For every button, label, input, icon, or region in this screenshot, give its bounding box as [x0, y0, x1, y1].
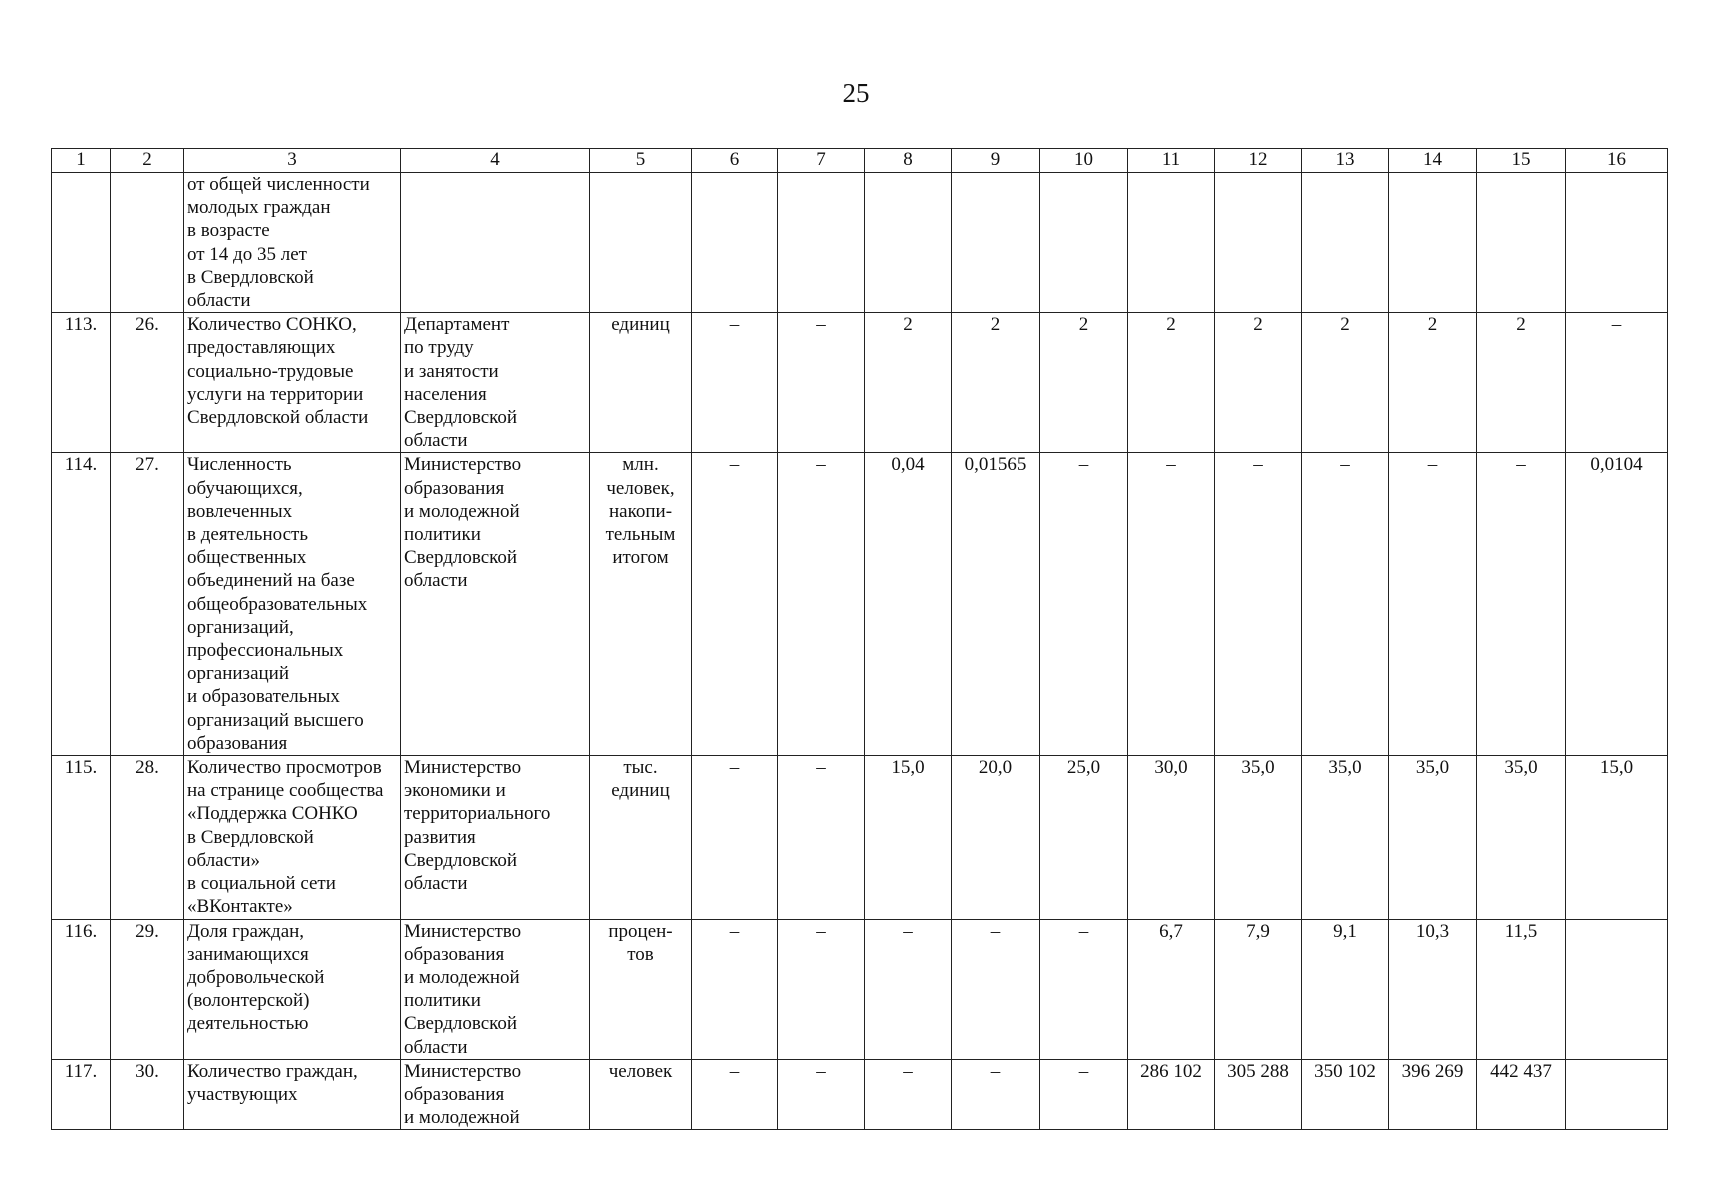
- value-cell: 286 102: [1128, 1059, 1215, 1130]
- responsible-cell: Министерство экономики и территориального развития Свердловской области: [401, 756, 590, 919]
- unit-cell: человек: [590, 1059, 692, 1130]
- value-cell: –: [952, 1059, 1040, 1130]
- column-header: 15: [1477, 149, 1566, 173]
- sub-number-cell: 27.: [111, 453, 184, 756]
- value-cell: 0,0104: [1566, 453, 1668, 756]
- indicator-cell: Количество граждан, участвующих: [184, 1059, 401, 1130]
- responsible-cell: Министерство образования и молодежной политики Свердловской области: [401, 453, 590, 756]
- value-cell: 25,0: [1040, 756, 1128, 919]
- table-row: [52, 756, 1668, 919]
- row-number-cell: 113.: [52, 313, 111, 453]
- column-header: 1: [52, 149, 111, 173]
- column-header: 2: [111, 149, 184, 173]
- responsible-cell: Министерство образования и молодежной политики Свердловской области: [401, 919, 590, 1059]
- row-number-cell: 114.: [52, 453, 111, 756]
- value-cell: 2: [1477, 313, 1566, 453]
- column-header: 9: [952, 149, 1040, 173]
- table-row: [52, 1059, 1668, 1130]
- value-cell: 0,01565: [952, 453, 1040, 756]
- value-cell: 35,0: [1389, 756, 1477, 919]
- value-cell: 2: [1302, 313, 1389, 453]
- value-cell: 2: [1389, 313, 1477, 453]
- responsible-cell: Департамент по труду и занятости населения Свердловской области: [401, 313, 590, 453]
- value-cell: –: [778, 313, 865, 453]
- sub-number-cell: 26.: [111, 313, 184, 453]
- table-row: [52, 919, 1668, 1059]
- value-cell: 305 288: [1215, 1059, 1302, 1130]
- value-cell: –: [778, 453, 865, 756]
- value-cell: 6,7: [1128, 919, 1215, 1059]
- value-cell: 20,0: [952, 756, 1040, 919]
- column-header: 12: [1215, 149, 1302, 173]
- indicator-cell: Доля граждан, занимающихся добровольческой (волонтерской) деятельностью: [184, 919, 401, 1059]
- value-cell: 35,0: [1302, 756, 1389, 919]
- column-header: 3: [184, 149, 401, 173]
- column-header: 4: [401, 149, 590, 173]
- indicator-cell: от общей численности молодых граждан в возрасте от 14 до 35 лет в Свердловской области: [184, 173, 401, 313]
- value-cell: 9,1: [1302, 919, 1389, 1059]
- value-cell: –: [1040, 453, 1128, 756]
- value-cell: –: [1040, 1059, 1128, 1130]
- value-cell: –: [692, 1059, 778, 1130]
- value-cell: –: [692, 756, 778, 919]
- value-cell: 442 437: [1477, 1059, 1566, 1130]
- indicator-cell: Численность обучающихся, вовлеченных в деятельность общественных объединений на базе общеобразовательных организаций, профессиональных организаций и образовательных организаций высшего образования: [184, 453, 401, 756]
- value-cell: –: [1566, 313, 1668, 453]
- value-cell: 0,04: [865, 453, 952, 756]
- value-cell: 2: [1040, 313, 1128, 453]
- value-cell: 15,0: [865, 756, 952, 919]
- row-number-cell: 115.: [52, 756, 111, 919]
- unit-cell: млн. человек, накопи- тельным итогом: [590, 453, 692, 756]
- value-cell: –: [692, 919, 778, 1059]
- value-cell: 2: [952, 313, 1040, 453]
- value-cell: –: [1215, 453, 1302, 756]
- value-cell: 35,0: [1215, 756, 1302, 919]
- sub-number-cell: 29.: [111, 919, 184, 1059]
- value-cell: –: [778, 919, 865, 1059]
- table-row: [52, 313, 1668, 453]
- value-cell: 2: [865, 313, 952, 453]
- column-header: 14: [1389, 149, 1477, 173]
- unit-cell: процен- тов: [590, 919, 692, 1059]
- column-header: 13: [1302, 149, 1389, 173]
- row-number-cell: 117.: [52, 1059, 111, 1130]
- value-cell: 396 269: [1389, 1059, 1477, 1130]
- indicator-cell: Количество СОНКО, предоставляющих социально-трудовые услуги на территории Свердловской области: [184, 313, 401, 453]
- value-cell: –: [692, 313, 778, 453]
- value-cell: 2: [1128, 313, 1215, 453]
- column-header: 8: [865, 149, 952, 173]
- column-header: 16: [1566, 149, 1668, 173]
- column-header: 5: [590, 149, 692, 173]
- unit-cell: единиц: [590, 313, 692, 453]
- value-cell: –: [865, 919, 952, 1059]
- value-cell: 7,9: [1215, 919, 1302, 1059]
- column-header: 7: [778, 149, 865, 173]
- page-number: 25: [842, 78, 870, 108]
- table-row: [52, 453, 1668, 756]
- value-cell: 10,3: [1389, 919, 1477, 1059]
- indicator-cell: Количество просмотров на странице сообщества «Поддержка СОНКО в Свердловской области» в социальной сети «ВКонтакте»: [184, 756, 401, 919]
- value-cell: –: [778, 1059, 865, 1130]
- value-cell: –: [692, 453, 778, 756]
- value-cell: –: [865, 1059, 952, 1130]
- value-cell: 35,0: [1477, 756, 1566, 919]
- value-cell: –: [952, 919, 1040, 1059]
- value-cell: 15,0: [1566, 756, 1668, 919]
- value-cell: –: [1040, 919, 1128, 1059]
- value-cell: 30,0: [1128, 756, 1215, 919]
- value-cell: 350 102: [1302, 1059, 1389, 1130]
- sub-number-cell: 28.: [111, 756, 184, 919]
- value-cell: –: [1477, 453, 1566, 756]
- unit-cell: тыс. единиц: [590, 756, 692, 919]
- value-cell: [1566, 1059, 1668, 1130]
- column-header: 6: [692, 149, 778, 173]
- value-cell: [1566, 919, 1668, 1059]
- header-row: [52, 149, 1668, 173]
- value-cell: –: [1302, 453, 1389, 756]
- column-header: 11: [1128, 149, 1215, 173]
- value-cell: –: [778, 756, 865, 919]
- indicators-table: [51, 148, 1668, 1130]
- value-cell: –: [1128, 453, 1215, 756]
- value-cell: 2: [1215, 313, 1302, 453]
- table-row-continuation: [52, 173, 1668, 313]
- row-number-cell: 116.: [52, 919, 111, 1059]
- sub-number-cell: 30.: [111, 1059, 184, 1130]
- responsible-cell: Министерство образования и молодежной: [401, 1059, 590, 1130]
- column-header: 10: [1040, 149, 1128, 173]
- value-cell: –: [1389, 453, 1477, 756]
- value-cell: 11,5: [1477, 919, 1566, 1059]
